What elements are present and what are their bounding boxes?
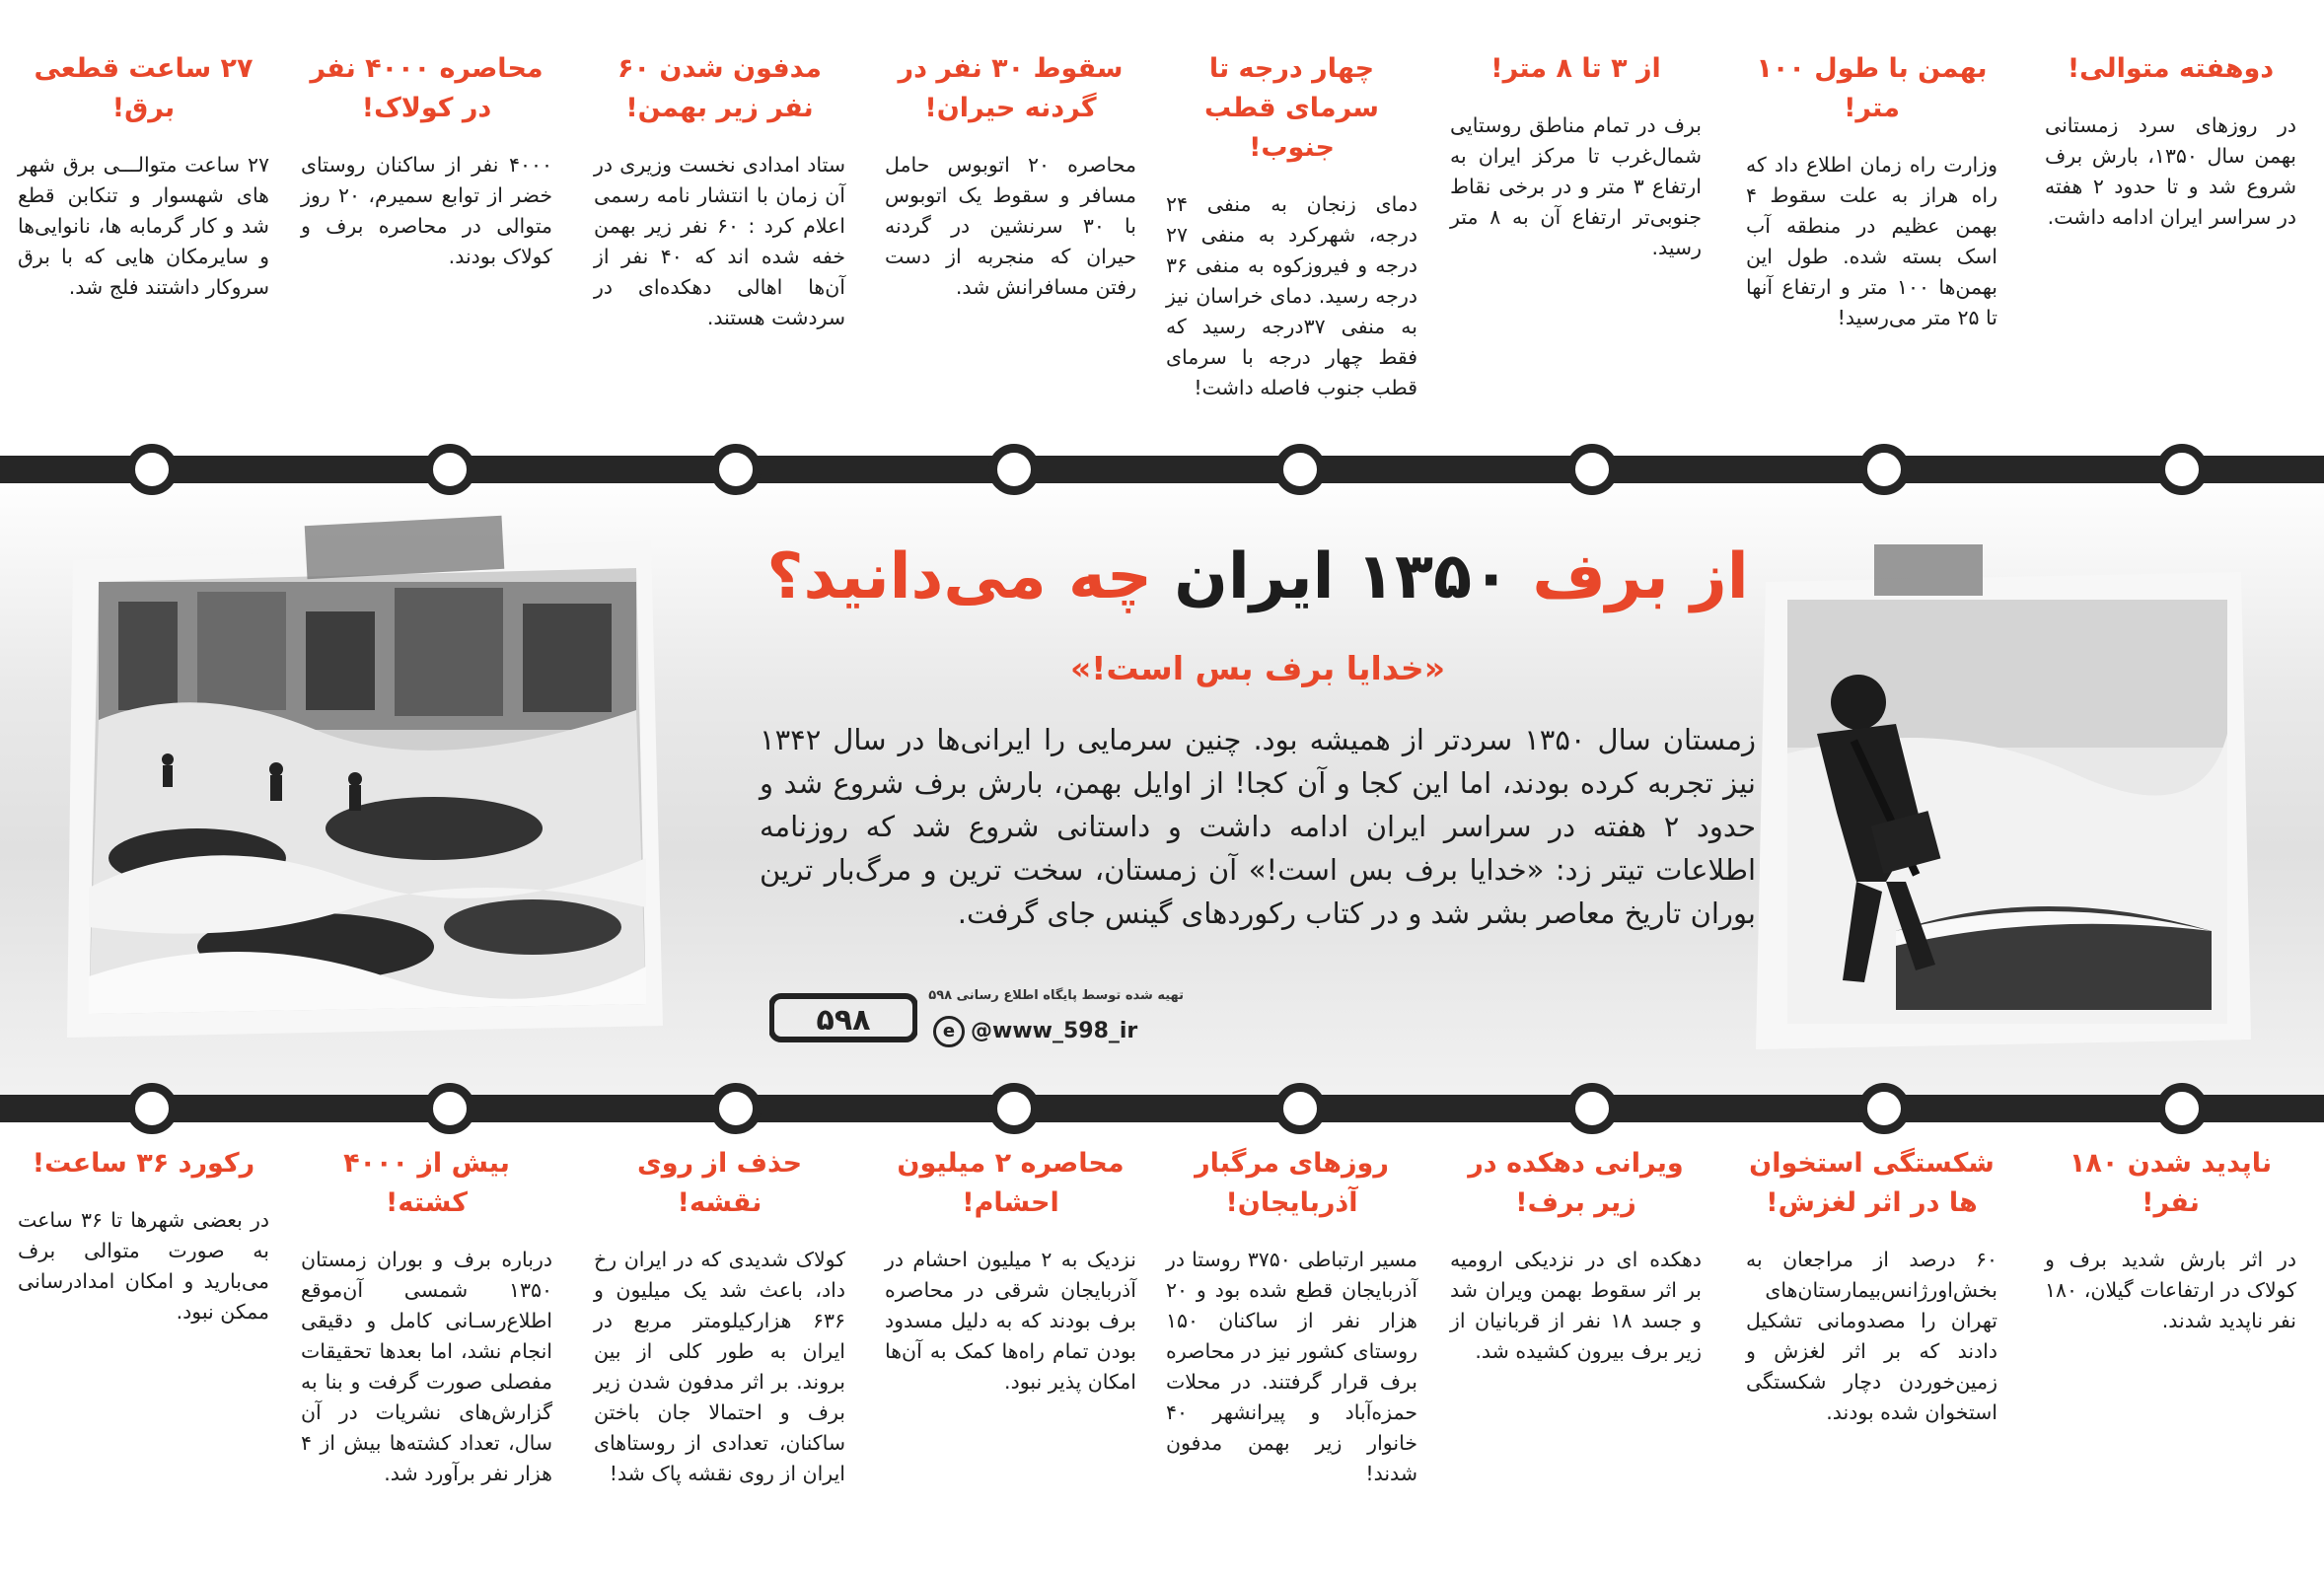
timeline-node (1274, 1083, 1326, 1134)
timeline-node (1858, 1083, 1910, 1134)
bottom-item-3-title: ویرانی دهکده در زیر برف! (1468, 1148, 1684, 1218)
bottom-item-1-body: در اثر بارش شدید برف و کولاک در ارتفاعات گیلان، ۱۸۰ نفر ناپدید شدند. (2045, 1248, 2296, 1332)
top-item-3-body: برف در تمام مناطق روستایی شمال‌غرب تا مرکز ایران به ارتفاع ۳ متر و در برخی نقاط جنوبی‌تر ارتفاع آن به ۸ متر رسید. (1450, 113, 1703, 259)
bottom-item-2-body: ۶۰ درصد از مراجعان به بخش‌اورژانس‌بیمارستان‌های تهران را مصدومانی تشکیل دادند که بر اثر لغزش و زمین‌خوردن دچار شکستگی استخوان شده بودند. (1746, 1248, 1997, 1424)
timeline-node (988, 1083, 1040, 1134)
top-item-8-title: ۲۷ ساعت قطعی برق! (34, 53, 254, 123)
top-item-4 (1166, 49, 1417, 403)
timeline-node (1274, 444, 1326, 495)
bottom-item-5 (885, 1144, 1136, 1398)
top-item-5-body: محاصره ۲۰ اتوبوس حامل مسافر و سقوط یک اتوبوس با ۳۰ سرنشین در گردنه حیران که منجربه از دست رفتن مسافرانش شد. (885, 153, 1136, 299)
bottom-item-8-title: رکورد ۳۶ ساعت! (32, 1148, 255, 1179)
bottom-item-1-title: ناپدید شدن ۱۸۰ نفر! (2069, 1148, 2273, 1218)
top-item-7 (301, 49, 552, 272)
bottom-item-3-body: دهکده ای در نزدیکی ارومیه بر اثر سقوط بهمن ویران شد و جسد ۱۸ نفر از قربانیان از زیر برف بیرون کشیده شد. (1450, 1248, 1703, 1363)
timeline-node (424, 1083, 475, 1134)
timeline-node (710, 444, 762, 495)
top-item-6-body: ستاد امدادی نخست وزیری در آن زمان با انتشار نامه رسمی اعلام کرد : ۶۰ نفر زیر بهمن خفه شده اند که ۴۰ نفر از آن‌ها اهالی دهکده‌ای در سردشت هستند. (594, 153, 845, 329)
bottom-item-7-title: بیش از ۴۰۰۰ کشته! (343, 1148, 510, 1218)
timeline-rail-top (0, 456, 2324, 483)
snow-street-photo (59, 533, 671, 1045)
bottom-item-8-body: در بعضی شهرها تا ۳۶ ساعت به صورت متوالی برف می‌بارید و امکان امدادرسانی ممکن نبود. (18, 1208, 269, 1324)
top-item-1 (2045, 49, 2296, 233)
top-item-6-title: مدفون شدن ۶۰ نفر زیر بهمن! (617, 53, 822, 123)
bottom-item-2-title: شکستگی استخوان ها در اثر لغزش! (1749, 1148, 1995, 1218)
bottom-item-4 (1166, 1144, 1417, 1489)
bottom-item-2 (1746, 1144, 1997, 1428)
top-item-2 (1746, 49, 1997, 333)
bottom-item-5-title: محاصره ۲ میلیون احشام! (897, 1148, 1125, 1218)
tape-strip (305, 516, 505, 579)
top-item-6 (594, 49, 845, 333)
top-item-3 (1450, 49, 1702, 263)
main-title (760, 533, 1756, 621)
timeline-node (126, 1083, 178, 1134)
e-icon: e (933, 1016, 965, 1047)
timeline-node (2156, 1083, 2208, 1134)
shoveling-photo (1748, 556, 2261, 1059)
social-handle-text: @www_598_ir (971, 1019, 1138, 1043)
bottom-item-7 (301, 1144, 552, 1489)
bottom-item-4-title: روزهای مرگبار آذربایجان! (1195, 1148, 1389, 1218)
logo-text: ۵۹۸ (816, 1003, 871, 1038)
top-item-7-body: ۴۰۰۰ نفر از ساکنان روستای خضر از توابع سمیرم، ۲۰ روز متوالی در محاصره برف و کولاک بودند. (301, 153, 552, 268)
timeline-node (1566, 444, 1618, 495)
subtitle: «خدایا برف بس است!» (1069, 649, 1446, 687)
main-title-part-1: از برف (1510, 540, 1749, 613)
timeline-node (988, 444, 1040, 495)
top-item-8 (18, 49, 269, 303)
timeline-node (2156, 444, 2208, 495)
intro-paragraph: زمستان سال ۱۳۵۰ سردتر از همیشه بود. چنین سرمایی را ایرانی‌ها در سال ۱۳۴۲ نیز تجربه کرده بودند، اما این کجا و آن کجا! از اوایل بهمن، بارش برف شروع شد و حدود ۲ هفته در سراسر ایران ادامه داشت و داستانی شروع شد که روزنامه اطلاعات تیتر زد: «خدایا برف بس است!» آن زمستان، سخت ترین و مرگ‌بار ترین بوران تاریخ معاصر بشر شد و در کتاب رکوردهای گینس جای گرفت. (760, 723, 1757, 930)
top-item-2-title: بهمن با طول ۱۰۰ متر! (1756, 53, 1988, 123)
credit-line: تهیه شده توسط پایگاه اطلاع رسانی ۵۹۸ (928, 988, 1184, 1003)
tape-strip (1874, 544, 1983, 596)
timeline-rail-bottom (0, 1095, 2324, 1122)
top-item-1-body: در روزهای سرد زمستانی بهمن سال ۱۳۵۰، بارش برف شروع شد و تا حدود ۲ هفته در سراسر ایران ادامه داشت. (2045, 113, 2297, 229)
brand-logo (769, 992, 917, 1043)
top-item-1-title: دوهفته متوالی! (2067, 53, 2275, 84)
bottom-item-4-body: مسیر ارتباطی ۳۷۵۰ روستا در آذربایجان قطع شده بود و ۲۰ هزار نفر از ساکنان ۱۵۰ روستای کشور نیز در محاصره برف قرار گرفتند. در محلات حمزه‌آباد و پیرانشهر ۴۰ خانوار زیر بهمن مدفون شدند! (1166, 1248, 1417, 1485)
bottom-item-1 (2045, 1144, 2296, 1336)
top-item-5-title: سقوط ۳۰ نفر در گردنه حیران! (898, 53, 1124, 123)
bottom-item-6-title: حذف از روی نقشه! (636, 1148, 803, 1218)
main-title-part-2: ۱۳۵۰ ایران (1174, 540, 1511, 613)
timeline-node (126, 444, 178, 495)
bottom-item-5-body: نزدیک به ۲ میلیون احشام در آذربایجان شرقی در محاصره برف بودند که به دلیل مسدود بودن تمام راه‌ها کمک به آن‌ها امکان پذیر نبود. (885, 1248, 1136, 1394)
timeline-node (1566, 1083, 1618, 1134)
bottom-item-7-body: درباره برف و بوران زمستان ۱۳۵۰ شمسی آن‌موقع اطلاع‌رسـانی کامل و دقیقی انجام نشد، اما بعدها تحقیقات مفصلی صورت گرفت و بنا به گزارش‌های نشریات در آن سال، تعداد کشته‌ها بیش از ۴ هزار نفر برآورد شد. (301, 1248, 552, 1485)
top-item-2-body: وزارت راه زمان اطلاع داد که راه هراز به علت سقوط ۴ بهمن عظیم در منطقه آب اسک بسته شده. طول این بهمن‌ها ۱۰۰ متر و ارتفاع آنها تا ۲۵ متر می‌رسید! (1746, 153, 1997, 329)
social-handle (933, 1016, 1137, 1047)
top-item-8-body: ۲۷ ساعت متوالـــی برق شهر های شهسوار و تنکابن قطع شد و کار گرمابه ها، نانوایی‌ها و سایرمکان هایی که با برق سروکار داشتند فلج شد. (18, 153, 269, 299)
timeline-node (424, 444, 475, 495)
top-item-3-title: از ۳ تا ۸ متر! (1490, 53, 1661, 84)
top-item-4-title: چهار درجه تا سرمای قطب جنوب! (1204, 53, 1379, 163)
bottom-item-3 (1450, 1144, 1702, 1367)
main-title-part-3: چه می‌دانید؟ (766, 540, 1175, 613)
top-item-5 (885, 49, 1136, 303)
top-item-7-title: محاصره ۴۰۰۰ نفر در کولاک! (310, 53, 544, 123)
top-item-4-body: دمای زنجان به منفی ۲۴ درجه، شهرکرد به منفی ۲۷ درجه و فیروزکوه به منفی ۳۶ درجه رسید. دمای خراسان نیز به منفی ۳۷درجه رسید که فقط چهار درجه با سرمای قطب جنوب فاصله داشت! (1166, 192, 1418, 399)
bottom-item-6 (594, 1144, 845, 1489)
timeline-node (1858, 444, 1910, 495)
timeline-node (710, 1083, 762, 1134)
bottom-item-8 (18, 1144, 269, 1327)
bottom-item-6-body: کولاک شدیدی که در ایران رخ داد، باعث شد یک میلیون و ۶۳۶ هزارکیلومتر مربع در ایران به طور کلی از بین بروند. بر اثر مدفون شدن زیر برف و احتمالا جان باختن ساکنان، تعدادی از روستاهای ایران از روی نقشه پاک شد! (594, 1248, 845, 1485)
